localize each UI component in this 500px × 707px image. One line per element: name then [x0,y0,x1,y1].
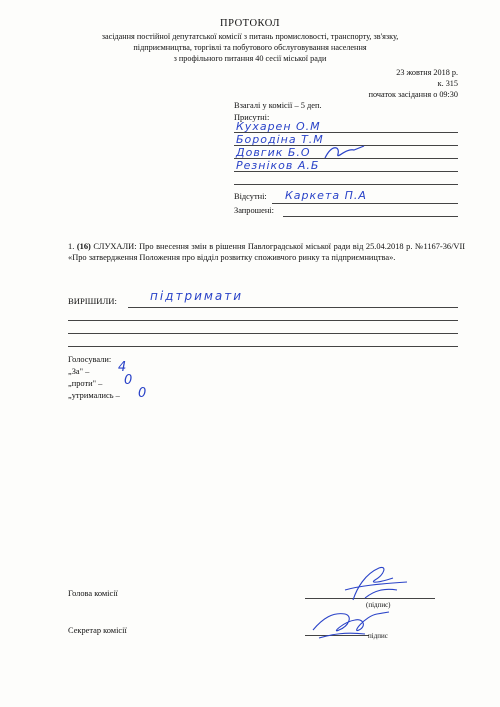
meeting-room: к. 315 [437,79,458,88]
chair-label: Голова комісії [68,589,118,598]
chair-signature-caption: (підпис) [366,601,391,609]
present-name-4: Резніков А.Б [236,159,320,172]
agenda-item [68,242,465,263]
vote-against-label: „проти" – [68,379,103,388]
meeting-date: 23 жовтня 2018 р. [396,68,458,77]
subtitle-line-2: підприємництва, торгівлі та побутового обслуговування населення [133,43,367,52]
decided-line-3 [68,333,458,334]
item-code: (16) [76,242,91,251]
decided-value: підтримати [150,289,244,303]
vote-for-label: „За" – [68,367,90,376]
invited-line [283,216,458,217]
secretary-label: Секретар комісії [68,626,127,635]
present-line-5 [234,184,458,185]
invited-label: Запрошені: [234,206,274,215]
voting-label: Голосували: [68,355,112,364]
present-name-1: Кухарен О.М [236,120,321,133]
present-name-3: Довгик Б.О [236,146,311,159]
item-text: Про внесення змін в рішення Павлоградської міської ради від 25.04.2018 р. №1167-36/VII «Про затвердження Положення про відділ розвитку споживчого ринку та підприємництва». [68,242,466,262]
vote-abstain-label: „утримались – [68,391,120,400]
absent-name: Каркета П.А [285,189,367,202]
total-members: Взагалі у комісії – 5 деп. [234,101,322,110]
absent-line [272,203,458,204]
vote-abstain-value: 0 [138,386,148,401]
present-signature-mark [320,140,370,164]
decided-label: ВИРІШИЛИ: [68,296,117,306]
decided-line-2 [68,320,458,321]
vote-for-value: 4 [118,360,128,375]
vote-against-value: 0 [124,373,134,388]
decided-line-4 [68,346,458,347]
present-label: Присутні: [234,113,270,122]
secretary-signature-caption: підпис [368,632,388,640]
subtitle-line-3: з профільного питання 40 сесії міської ради [173,54,327,63]
absent-label: Відсутні: [234,192,267,201]
decided-line-1 [128,307,458,308]
subtitle-line-1: засідання постійної депутатської комісії з питань промисловості, транспорту, зв'язку, [101,32,399,41]
document-title: ПРОТОКОЛ [220,18,280,29]
item-number: 1. [68,242,75,251]
meeting-start: початок засідання о 09:30 [368,90,458,99]
heard-label: СЛУХАЛИ: [93,242,137,251]
secretary-signature [305,600,395,646]
present-name-2: Бородіна Т.М [236,133,324,146]
